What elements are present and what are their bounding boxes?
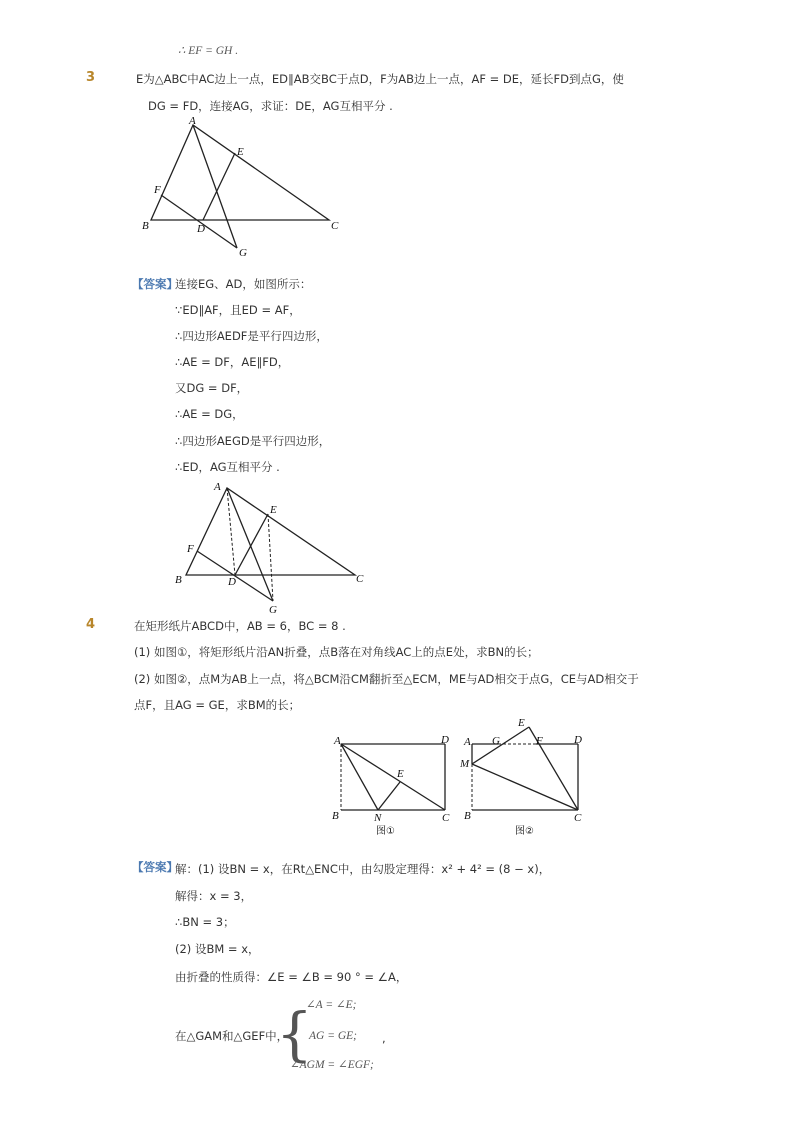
q3-answer-line: ∴ED，AG互相平分 . [175,460,280,474]
q3-answer-line: 连接EG、AD，如图所示： [175,277,312,291]
q4-answer-label: 【答案】 [132,860,178,874]
system-prefix: 在△GAM和△GEF中， [175,1029,289,1043]
label-a: A [189,115,196,127]
segment-ed [203,153,235,220]
q4-answer-line: ∴BN = 3； [175,915,235,929]
system-line: ∠AGM = ∠EGF; [290,1059,374,1071]
label-g: G [239,247,247,259]
label-e: E [237,146,244,158]
q3-triangle-figure [135,115,350,260]
q3-answer-line: ∴四边形AEDF是平行四边形， [175,329,328,343]
q4-part-1: (1) 如图①，将矩形纸片沿AN折叠，点B落在对角线AC上的点E处，求BN的长； [134,645,539,659]
system-suffix: , [382,1031,386,1045]
segment-ed [235,514,268,575]
label-b: B [464,810,471,822]
label-e: E [270,504,277,516]
dashed-ad [227,488,235,575]
label-b: B [175,574,182,586]
left-brace: { [276,1000,313,1068]
label-c: C [574,812,582,824]
q3-answer-line: ∴AE = DG， [175,407,244,421]
dashed-eg [268,514,273,601]
label-e: E [397,768,404,780]
label-c: C [331,220,339,232]
label-c: C [356,573,364,585]
label-f: F [154,184,161,196]
figure-2-caption: 图② [515,826,534,837]
segment-ne [378,782,400,810]
label-g: G [492,735,500,747]
label-g: G [269,604,277,616]
q4-answer-line: (2) 设BM = x， [175,942,260,956]
label-m: M [460,758,470,770]
label-a: A [334,735,341,747]
label-d: D [228,576,236,588]
label-d: D [574,734,582,746]
label-b: B [142,220,149,232]
label-d: D [197,223,205,235]
q3-answer-line: ∴四边形AEGD是平行四边形， [175,434,331,448]
figure-1-caption: 图① [376,826,395,837]
q3-answer-line: ∵ED∥AF，且ED = AF， [175,303,301,317]
segment-fd-extended [161,195,237,248]
q4-answer-line: 由折叠的性质得：∠E = ∠B = 90 ° = ∠A， [175,970,408,984]
q4-answer-line: 解得：x = 3， [175,889,253,903]
system-line: AG = GE; [309,1030,357,1042]
triangle-abc [186,488,355,575]
label-c: C [442,812,450,824]
label-n: N [374,812,382,824]
label-f: F [536,735,543,747]
q4-part-2-line-1: (2) 如图②，点M为AB上一点，将△BCM沿CM翻折至△ECM，ME与AD相交于点G，CE与AD相交于 [134,672,639,686]
system-line: ∠A = ∠E; [306,999,357,1011]
question-number-4: 4 [86,617,96,632]
label-f: F [187,543,194,555]
label-b: B [332,810,339,822]
q3-answer-figure [170,478,380,618]
q4-figure-2 [460,712,590,840]
fold-cm [472,764,578,810]
conclusion-line: ∴ EF = GH . [178,45,239,57]
q4-stem: 在矩形纸片ABCD中，AB = 6，BC = 8 . [134,619,346,633]
q3-stem-line-1: E为△ABC中AC边上一点，ED∥AB交BC于点D，F为AB边上一点，AF = DE，延长FD到点G，使 [136,72,624,86]
label-d: D [441,734,449,746]
q3-answer-label: 【答案】 [132,277,178,291]
q3-answer-line: 又DG = DF， [175,381,249,395]
q4-figure-1 [325,730,455,840]
segment-me [472,727,529,764]
fold-an [341,744,378,810]
label-a: A [464,736,471,748]
diagonal-ac [341,744,445,810]
question-number-3: 3 [86,70,96,85]
label-a: A [214,481,221,493]
label-e: E [518,717,525,729]
q4-answer-line: 解：(1) 设BN = x，在Rt△ENC中，由勾股定理得：x² + 4² = (8 − x)， [175,862,551,876]
q3-stem-line-2: DG = FD，连接AG，求证：DE，AG互相平分 . [148,99,393,113]
q3-answer-line: ∴AE = DF，AE∥FD， [175,355,290,369]
q4-part-2-line-2: 点F，且AG = GE，求BM的长； [134,698,301,712]
triangle-abc [151,125,329,220]
